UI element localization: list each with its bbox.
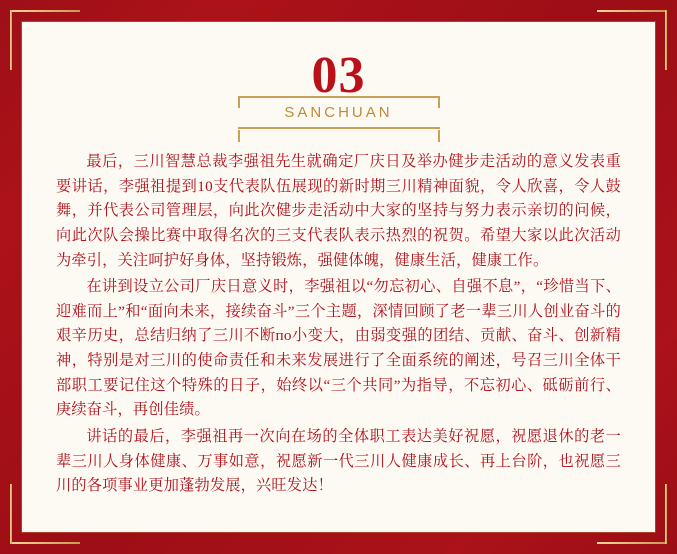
- section-label: SANCHUAN: [284, 104, 393, 121]
- content-panel: [22, 22, 655, 532]
- corner-line-horizontal: [10, 542, 80, 544]
- section-header: [56, 48, 621, 140]
- section-number: 03: [311, 47, 366, 104]
- body-text: [56, 150, 621, 499]
- content-panel-inner: [22, 22, 655, 532]
- corner-line-vertical: [10, 484, 12, 544]
- corner-line-vertical: [665, 10, 667, 70]
- corner-line-vertical: [10, 10, 12, 70]
- section-label-box: [238, 96, 440, 129]
- corner-line-horizontal: [597, 542, 667, 544]
- corner-line-horizontal: [10, 10, 80, 12]
- corner-line-vertical: [665, 484, 667, 544]
- paragraph: 最后，三川智慧总裁李强祖先生就确定厂庆日及举办健步走活动的意义发表重要讲话，李强祖提到10支代表队伍展现的新时期三川精神面貌，令人欣喜，令人鼓舞，并代表公司管理层，向此次健步走活动中大家的坚持与努力表示亲切的问候，向此次队会操比赛中取得名次的三支代表队表示热烈的祝贺。希望大家以此次活动为牵引，关注呵护好身体，坚持锻炼，强健体魄，健康生活，健康工作。: [56, 153, 621, 269]
- paragraph: 在讲到设立公司厂庆日意义时，李强祖以“勿忘初心、自强不息”，“珍惜当下、迎难而上”和“面向未来，接续奋斗”三个主题，深情回顾了老一辈三川人创业奋斗的艰辛历史，总结归纳了三川不断по小变大，由弱变强的团结、贡献、奋斗、创新精神，特别是对三川的使命责任和未来发展进行了全面系统的阐述，号召三川全体干部职工要记住这个特殊的日子，始终以“三个共同”为指导，不忘初心、砥砺前行、庚续奋斗，再创佳绩。: [56, 278, 621, 419]
- paragraph: 讲话的最后，李强祖再一次向在场的全体职工表达美好祝愿，祝愿退休的老一辈三川人身体健康、万事如意，祝愿新一代三川人健康成长、再上台阶，也祝愿三川的各项事业更加蓬勃发展，兴旺发达！: [56, 427, 621, 495]
- corner-line-horizontal: [597, 10, 667, 12]
